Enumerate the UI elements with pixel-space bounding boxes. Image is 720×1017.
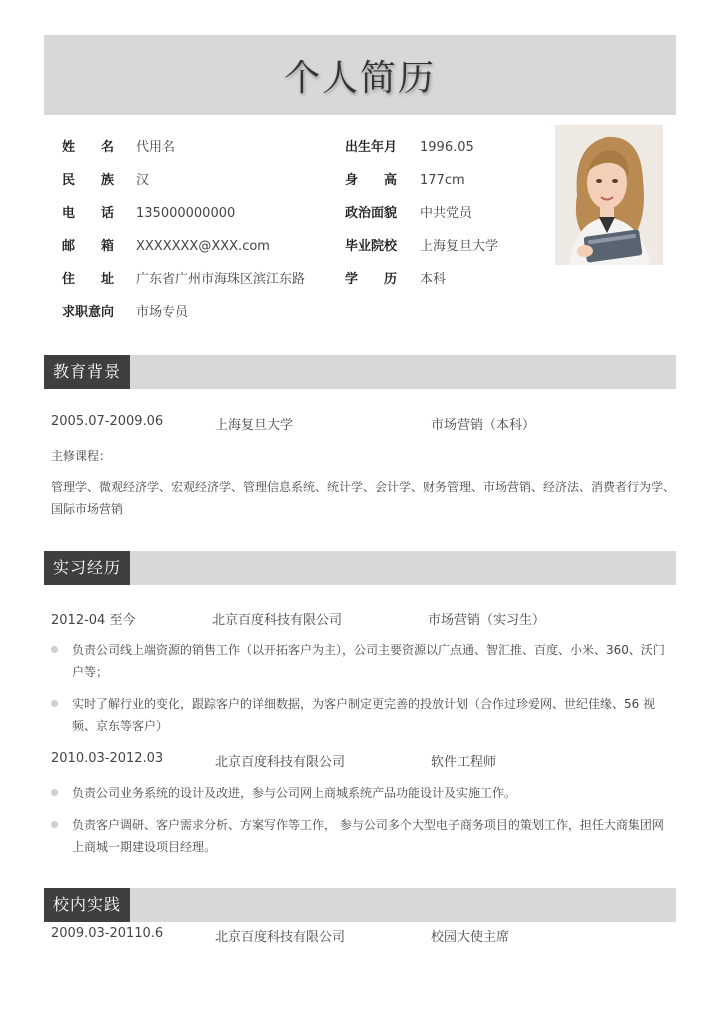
info-row: [0, 269, 540, 291]
education-period: 2005.07-2009.06: [51, 414, 164, 429]
info-row: [0, 203, 540, 225]
courses-label: 主修课程：: [51, 449, 112, 463]
education-heading: 教育背景: [44, 355, 130, 389]
info-value: 135000000000: [136, 206, 236, 221]
campus-role: 校园大使主席: [431, 930, 510, 945]
job-duty: 实时了解行业的变化，跟踪客户的详细数据，为客户制定更完善的投放计划（合作过珍爱网、世纪佳缘、56 视频、京东等客户）: [72, 697, 656, 733]
bullet-dot-icon: [51, 821, 58, 828]
info-label: 住 址: [62, 272, 114, 287]
job-company: 北京百度科技有限公司: [215, 755, 346, 770]
info-value: 1996.05: [420, 140, 474, 155]
info-value: 汉: [136, 173, 150, 188]
info-label: 电 话: [62, 206, 114, 221]
info-value: 本科: [420, 272, 447, 287]
campus-company: 北京百度科技有限公司: [215, 930, 346, 945]
portrait-image: [555, 125, 663, 265]
internship-heading: 实习经历: [44, 551, 130, 585]
job-period: 2010.03-2012.03: [51, 751, 164, 766]
info-label: 求职意向: [62, 305, 115, 320]
info-row: [0, 137, 540, 159]
info-label: 学 历: [345, 272, 397, 287]
campus-period: 2009.03-20110.6: [51, 926, 164, 941]
info-label: 民 族: [62, 173, 114, 188]
bullet-dot-icon: [51, 646, 58, 653]
courses-list: 管理学、微观经济学、宏观经济学、管理信息系统、统计学、会计学、财务管理、市场营销、经济法、消费者行为学、国际市场营销: [51, 480, 676, 516]
bullet-dot-icon: [51, 700, 58, 707]
job-duty: 负责公司线上端资源的销售工作（以开拓客户为主），公司主要资源以广点通、智汇推、百度、小米、360、沃门户等；: [72, 643, 665, 679]
job-duty: 负责客户调研、客户需求分析、方案写作等工作， 参与公司多个大型电子商务项目的策划工作，担任大商集团网上商城一期建设项目经理。: [72, 818, 664, 854]
info-value: 177cm: [420, 173, 465, 188]
info-label: 姓 名: [62, 140, 114, 155]
info-value: 上海复旦大学: [420, 239, 499, 254]
education-section-header: [44, 355, 676, 389]
info-row: [0, 302, 540, 324]
info-value: 中共党员: [420, 206, 473, 221]
info-value: XXXXXXX@XXX.com: [136, 239, 270, 254]
profile-photo: [555, 125, 663, 265]
job-duty: 负责公司业务系统的设计及改进，参与公司网上商城系统产品功能设计及实施工作。: [72, 786, 517, 800]
education-major: 市场营销（本科）: [431, 418, 536, 433]
job-period: 2012-04 至今: [51, 613, 136, 628]
resume-title: 个人简历: [283, 57, 436, 99]
info-label: 政治面貌: [345, 206, 398, 221]
job-role: 市场营销（实习生）: [428, 613, 546, 628]
info-label: 毕业院校: [345, 239, 398, 254]
job-role: 软件工程师: [431, 755, 497, 770]
education-school: 上海复旦大学: [215, 418, 294, 433]
campus-heading: 校内实践: [44, 888, 130, 922]
job-company: 北京百度科技有限公司: [212, 613, 343, 628]
campus-section-header: [44, 888, 676, 922]
info-row: [0, 170, 540, 192]
internship-section-header: [44, 551, 676, 585]
info-value: 广东省广州市海珠区滨江东路: [136, 272, 306, 287]
resume-title-bar: [44, 35, 676, 115]
info-label: 邮 箱: [62, 239, 114, 254]
info-row: [0, 236, 540, 258]
info-label: 身 高: [345, 173, 397, 188]
info-value: 市场专员: [136, 305, 189, 320]
info-value: 代用名: [136, 140, 176, 155]
bullet-dot-icon: [51, 789, 58, 796]
info-label: 出生年月: [345, 140, 398, 155]
